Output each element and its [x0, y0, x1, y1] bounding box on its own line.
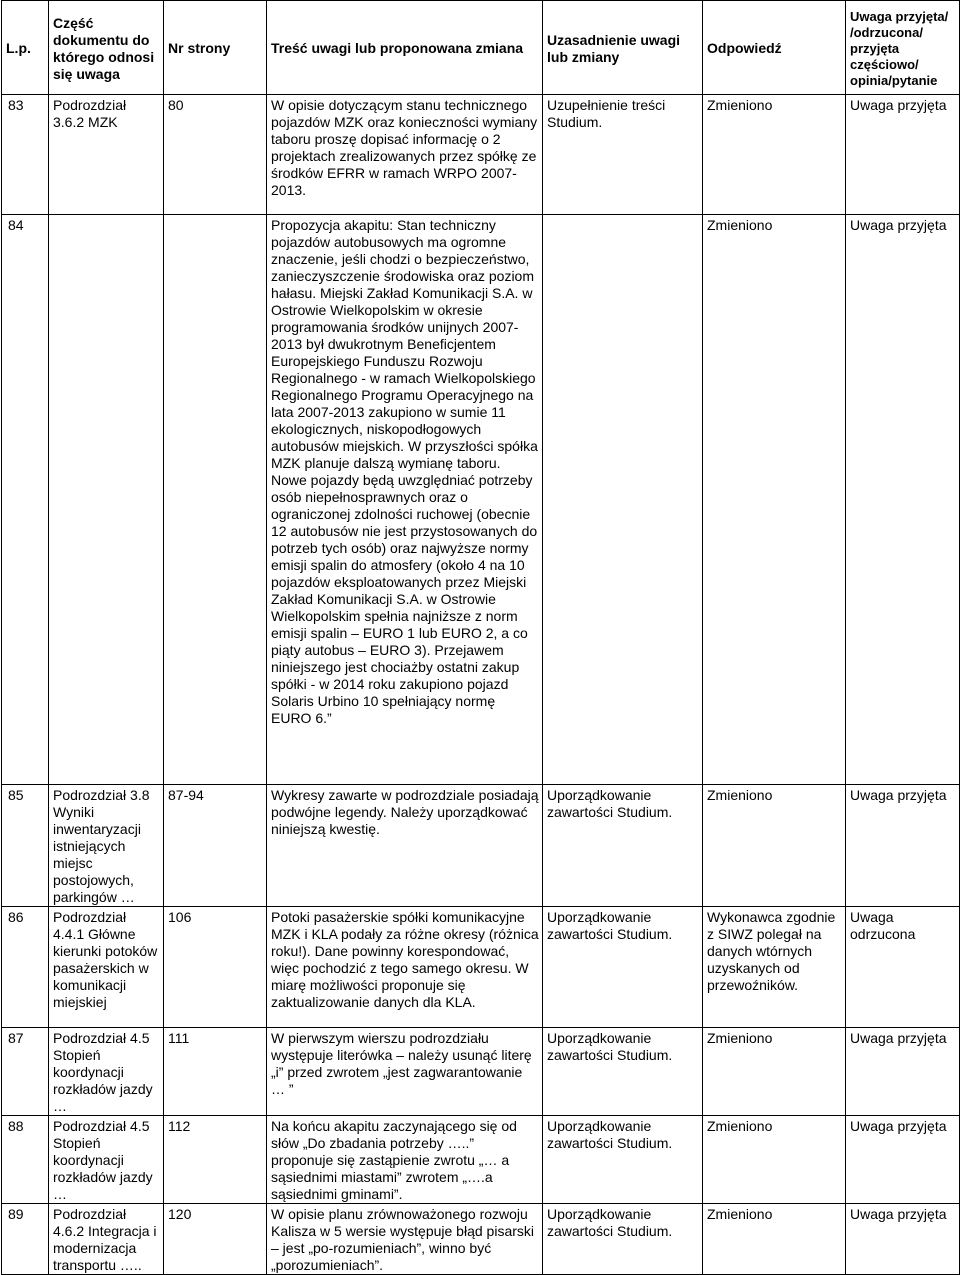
row-page-number: 106: [164, 907, 267, 1028]
row-answer: Zmieniono: [703, 95, 846, 215]
header-row: [2, 1, 960, 95]
header-lp: L.p.: [2, 1, 49, 95]
row-status: Uwaga przyjęta: [846, 1204, 960, 1275]
row-comment-content: Propozycja akapitu: Stan techniczny pojazdów autobusowych ma ogromne znaczenie, jeśli chodzi o bezpieczeństwo, zanieczyszczenie środowiska oraz poziom hałasu. Miejski Zakład Komunikacji S.A. w Ostrowie Wielkopolskim w okresie programowania środków unijnych 2007-2013 był dwukrotnym Beneficjentem Europejskiego Funduszu Rozwoju Regionalnego - w ramach Wielkopolskiego Regionalnego Programu Operacyjnego na lata 2007-2013 zakupiono w sumie 11 ekologicznych, niskopodłogowych autobusów miejskich. W przyszłości spółka MZK planuje dalszą wymianę taboru. Nowe pojazdy będą uwzględniać potrzeby osób niepełnosprawnych oraz o ograniczonej zdolności ruchowej (obecnie 12 autobusów nie jest przystosowanych do potrzeb tych osób) oraz najwyższe normy emisji spalin do atmosfery (około 4 na 10 pojazdów eksploatowanych przez Miejski Zakład Komunikacji S.A. w Ostrowie Wielkopolskim spełnia najniższe z norm emisji spalin – EURO 1 lub EURO 2, a co piąty autobus – EURO 3). Przejawem niniejszego jest chociażby ostatni zakup spółki - w 2014 roku zakupiono pojazd Solaris Urbino 10 spełniający normę EURO 6.”: [267, 215, 543, 785]
row-justification: Uporządkowanie zawartości Studium.: [543, 907, 703, 1028]
row-document-part: Podrozdział 4.5 Stopień koordynacji rozkładów jazdy …: [49, 1028, 164, 1116]
row-comment-content: Na końcu akapitu zaczynającego się od słów „Do zbadania potrzeby …..” proponuje się zastąpienie zwrotu „… a sąsiednimi miastami” zwrotem „….a sąsiednimi gminami”.: [267, 1116, 543, 1204]
row-answer: Zmieniono: [703, 1028, 846, 1116]
row-lp: 89: [2, 1204, 49, 1275]
table-row: [2, 1028, 960, 1116]
row-justification: Uzupełnienie treści Studium.: [543, 95, 703, 215]
row-page-number: 80: [164, 95, 267, 215]
row-comment-content: Potoki pasażerskie spółki komunikacyjne MZK i KLA podały za różne okresy (różnica roku!). Dane powinny korespondować, więc pochodzić z tego samego okresu. W miarę możliwości proponuje się zaktualizowanie danych dla KLA.: [267, 907, 543, 1028]
row-justification: [543, 215, 703, 785]
row-status: Uwaga przyjęta: [846, 785, 960, 907]
row-justification: Uporządkowanie zawartości Studium.: [543, 1204, 703, 1275]
row-comment-content: W opisie planu zrównoważonego rozwoju Kalisza w 5 wersie występuje błąd pisarski – jest „po-rozumieniach”, winno być „porozumieniach”.: [267, 1204, 543, 1275]
row-lp: 87: [2, 1028, 49, 1116]
row-justification: Uporządkowanie zawartości Studium.: [543, 785, 703, 907]
row-answer: Zmieniono: [703, 1116, 846, 1204]
table-row: [2, 1204, 960, 1275]
row-page-number: [164, 215, 267, 785]
header-page-number: Nr strony: [164, 1, 267, 95]
header-justification: Uzasadnienie uwagi lub zmiany: [543, 1, 703, 95]
row-justification: Uporządkowanie zawartości Studium.: [543, 1116, 703, 1204]
row-lp: 85: [2, 785, 49, 907]
row-status: Uwaga przyjęta: [846, 1028, 960, 1116]
row-page-number: 120: [164, 1204, 267, 1275]
header-document-part: Część dokumentu do którego odnosi się uwaga: [49, 1, 164, 95]
row-lp: 83: [2, 95, 49, 215]
table-row: [2, 215, 960, 785]
row-document-part: Podrozdział 3.8 Wyniki inwentaryzacji istniejących miejsc postojowych, parkingów …: [49, 785, 164, 907]
row-status: Uwaga odrzucona: [846, 907, 960, 1028]
row-justification: Uporządkowanie zawartości Studium.: [543, 1028, 703, 1116]
row-document-part: Podrozdział 4.5 Stopień koordynacji rozkładów jazdy …: [49, 1116, 164, 1204]
row-comment-content: W pierwszym wierszu podrozdziału występuje literówka – należy usunąć literę „i” przed zwrotem „jest zagwarantowanie … ”: [267, 1028, 543, 1116]
row-status: Uwaga przyjęta: [846, 95, 960, 215]
row-page-number: 111: [164, 1028, 267, 1116]
row-answer: Wykonawca zgodnie z SIWZ polegał na danych wtórnych uzyskanych od przewoźników.: [703, 907, 846, 1028]
table-row: [2, 907, 960, 1028]
row-page-number: 87-94: [164, 785, 267, 907]
row-document-part: Podrozdział 4.4.1 Główne kierunki potoków pasażerskich w komunikacji miejskiej: [49, 907, 164, 1028]
table-row: [2, 785, 960, 907]
row-status: Uwaga przyjęta: [846, 1116, 960, 1204]
row-answer: Zmieniono: [703, 785, 846, 907]
row-comment-content: W opisie dotyczącym stanu technicznego pojazdów MZK oraz konieczności wymiany taboru proszę dopisać informację o 2 projektach zrealizowanych przez spółkę ze środków EFRR w ramach WRPO 2007-2013.: [267, 95, 543, 215]
row-document-part: Podrozdział 3.6.2 MZK: [49, 95, 164, 215]
header-comment-content: Treść uwagi lub proponowana zmiana: [267, 1, 543, 95]
table-row: [2, 1116, 960, 1204]
row-document-part: Podrozdział 4.6.2 Integracja i modernizacja transportu …..: [49, 1204, 164, 1275]
row-lp: 88: [2, 1116, 49, 1204]
table-row: [2, 95, 960, 215]
comments-table: [1, 0, 960, 1275]
header-answer: Odpowiedź: [703, 1, 846, 95]
header-status: Uwaga przyjęta/ /odrzucona/ przyjęta częściowo/ opinia/pytanie: [846, 1, 960, 95]
row-page-number: 112: [164, 1116, 267, 1204]
row-status: Uwaga przyjęta: [846, 215, 960, 785]
row-comment-content: Wykresy zawarte w podrozdziale posiadają podwójne legendy. Należy uporządkować niniejszą kwestię.: [267, 785, 543, 907]
row-document-part: [49, 215, 164, 785]
row-lp: 86: [2, 907, 49, 1028]
row-lp: 84: [2, 215, 49, 785]
row-answer: Zmieniono: [703, 1204, 846, 1275]
row-answer: Zmieniono: [703, 215, 846, 785]
